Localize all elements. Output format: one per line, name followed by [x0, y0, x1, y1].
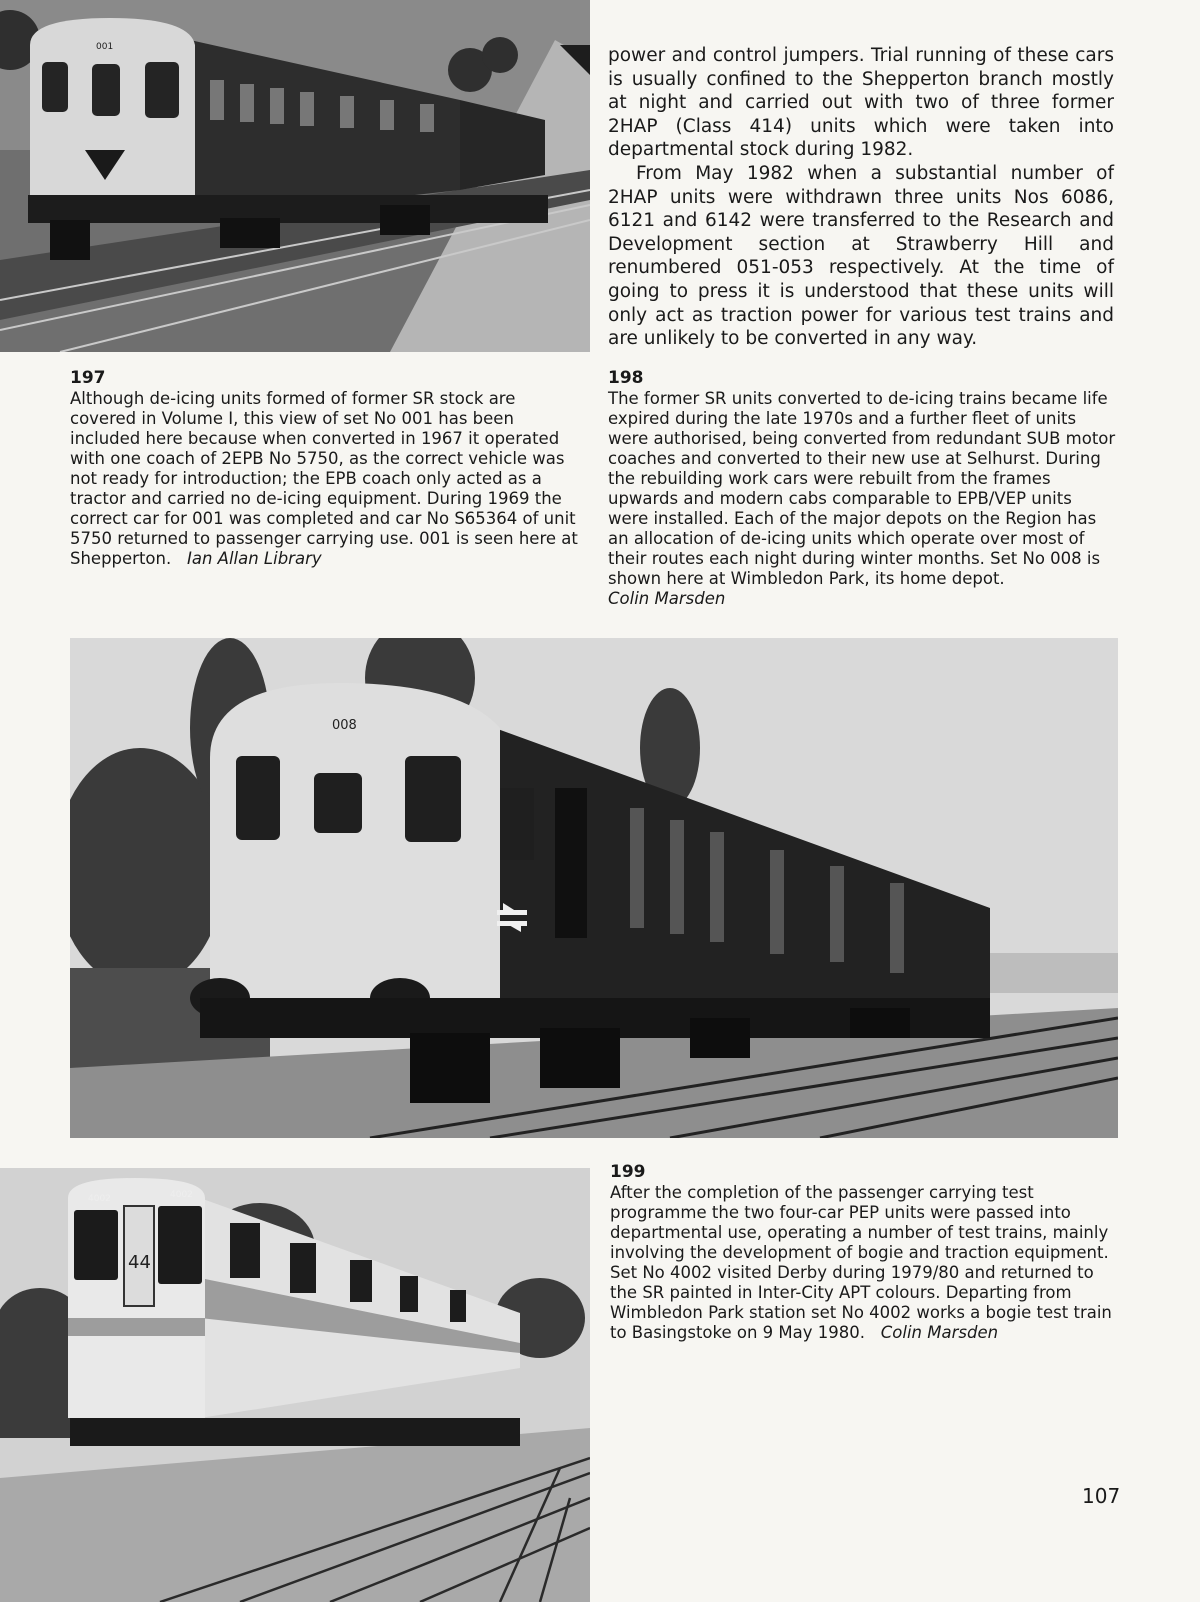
photo-199-unit-number-right: 4002 [170, 1190, 193, 1200]
caption-198-text: The former SR units converted to de-icing trains became life expired during the late 1970s and a further fleet of units were authorised, being converted from redundant SUB motor coaches and converted to their new use at Selhurst. During the rebuilding work cars were rebuilt from the frames upwards and modern cabs comparable to EPB/VEP units were installed. Each of the major depots on the Region has an allocation of de-icing units which operate over most of their routes each night during winter months. Set No 008 is shown here at Wimbledon Park, its home depot. [608, 389, 1116, 588]
photo-197-set-001 [0, 0, 590, 352]
body-paragraph-1: power and control jumpers. Trial running of these cars is usually confined to the Shepperton branch mostly at night and carried out with two of three former 2HAP (Class 414) units which were taken into departmental stock during 1982. [608, 45, 1114, 161]
continued-body-text [608, 44, 1114, 351]
photo-199-headcode: 44 [128, 1252, 151, 1273]
photo-199-unit-number-left: 4002 [88, 1194, 111, 1204]
caption-197-text: Although de-icing units formed of former SR stock are covered in Volume I, this view of set No 001 has been included here because when converted in 1967 it operated with one coach of 2EPB No 5750, as the correct vehicle was not ready for introduction; the EPB coach only acted as a tractor and carried no de-icing equipment. During 1969 the correct car for 001 was completed and car No S65364 of unit 5750 returned to passenger carrying use. 001 is seen here at Shepperton. Ian Allan Library [70, 389, 578, 568]
body-paragraph-2: From May 1982 when a substantial number of 2HAP units were withdrawn three units Nos 6086, 6121 and 6142 were transferred to the Research and Development section at Strawberry Hill and renumbered 051-053 respectively. At the time of going to press it is understood that these units will only act as traction power for various test trains and are unlikely to be converted in any way. [608, 162, 1114, 350]
caption-199-text: After the completion of the passenger carrying test programme the two four-car PEP units were passed into departmental use, operating a number of test trains, mainly involving the development of bogie and traction equipment. Set No 4002 visited Derby during 1979/80 and returned to the SR painted in Inter-City APT colours. Departing from Wimbledon Park station set No 4002 works a bogie test train to Basingstoke on 9 May 1980. Colin Marsden [610, 1183, 1112, 1342]
caption-199-credit: Colin Marsden [880, 1323, 999, 1342]
photo-198-set-008 [70, 638, 1118, 1138]
photo-199-pep-set-4002 [0, 1168, 590, 1602]
caption-197-credit: Ian Allan Library [186, 549, 322, 568]
caption-198-credit: Colin Marsden [608, 589, 726, 608]
caption-199 [610, 1162, 1116, 1343]
photo-197-unit-number: 001 [96, 42, 114, 52]
photo-198-unit-number: 008 [332, 718, 357, 733]
caption-198 [608, 368, 1116, 609]
caption-199-number: 199 [610, 1162, 646, 1182]
page-number: 107 [1082, 1484, 1121, 1508]
caption-197-number: 197 [70, 368, 106, 388]
caption-198-number: 198 [608, 368, 644, 388]
caption-197 [70, 368, 580, 569]
